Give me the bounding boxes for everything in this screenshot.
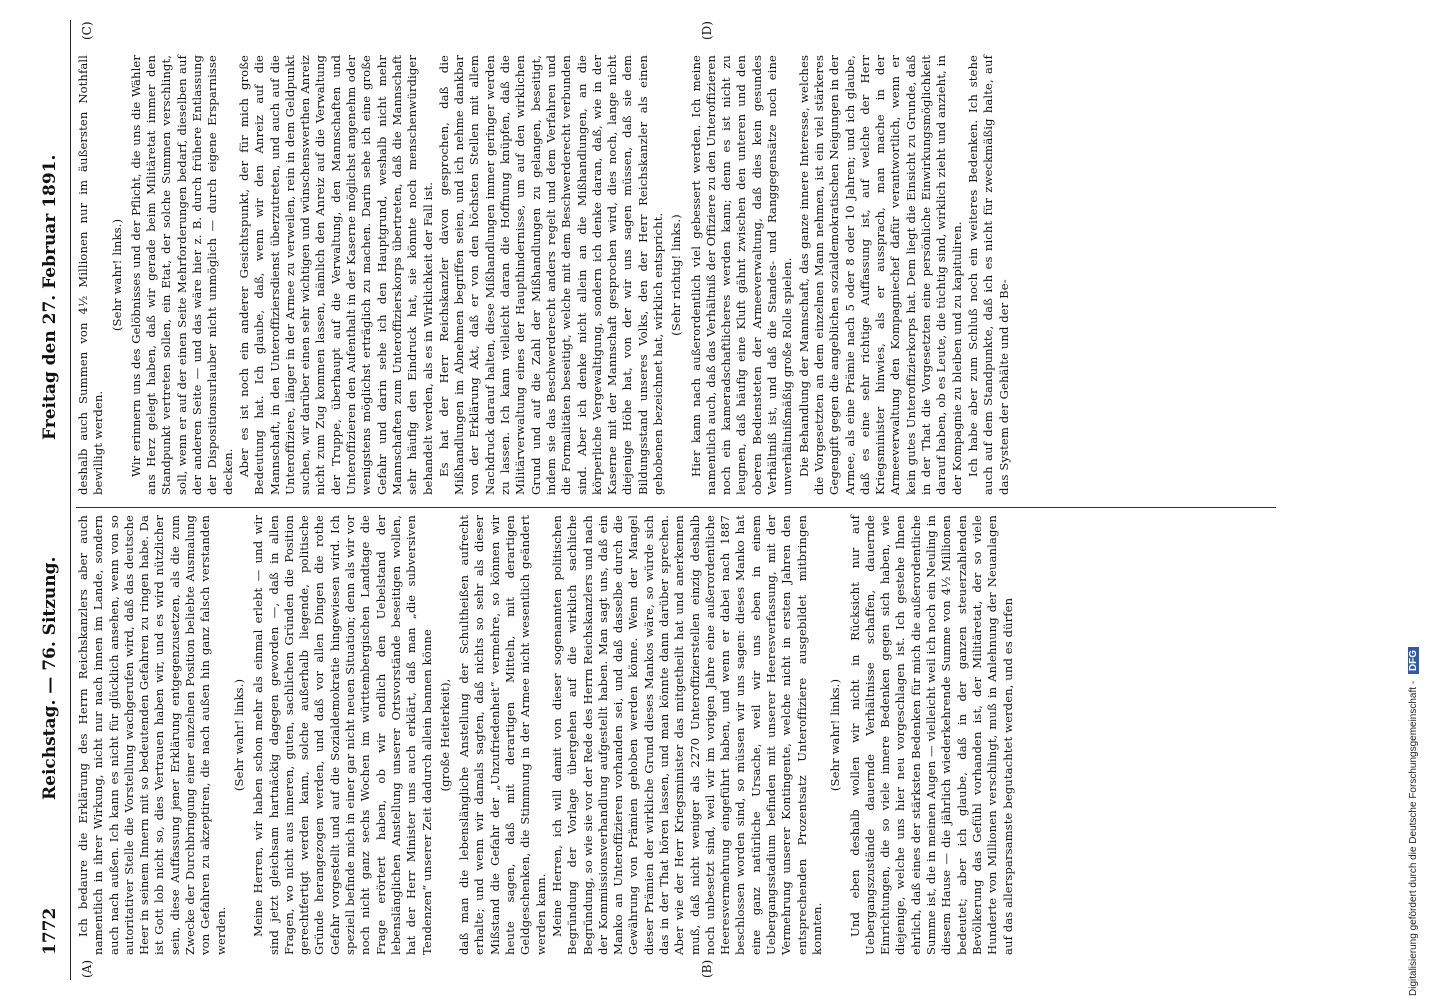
reaction: (Sehr wahr! links.) (109, 218, 124, 332)
margin-mark-b: (B) (700, 959, 714, 978)
paragraph: Wir erinnern uns des Gelöbnisses und der Pflicht, die uns die Wähler ans Herz gelegt haben, daß wir gerade beim Militäretat immer den Standpunkt vertreten sollen, ein Etat, der solche Summen verschlingt, soll, wenn er auf der einen Seite Mehrforderungen bedarf, dieselben auf der anderen Seite — und das wäre hier z. B. durch frühere Entlassung der Dispositionsurlauber nicht unmöglich — durch eigene Ersparnisse decken. (128, 55, 235, 495)
reaction: (Sehr richtig! links.) (669, 214, 684, 336)
paragraph: Meine Herren, ich will damit von dieser sogenannten politischen Begründung der Vorlage übergehen auf die wirklich sachliche Begründung, so wie sie vor der Rede des Herrn Reichskanzlers und nach der Kommissionsverhandlung aufgestellt haben. Man sagt uns, daß ein Manko an Unteroffizieren vorhanden sei, und daß dasselbe durch die Gewährung von Prämien gehoben werden könne. Wenn der Mangel dieser Prämien der wirkliche Grund dieses Mankos wäre, so würde sich das in der That hören lassen, und man könnte dann darüber sprechen. Aber wie der Herr Kriegsminister das mitgetheilt hat und anerkennen muß, daß nicht weniger als 2270 Unteroffizierstellen einzig deshalb noch unbesetzt sind, weil wir im vorigen Jahre eine außerordentliche Heeresvermehrung eingeführt haben, und wenn er dabei nach 1887 beschlossen worden sind, so müssen wir uns sagen: dieses Manko hat eine ganz natürliche Ursache, weil wir uns eben in einem Uebergangsstadium befinden mit unserer Heeresverfassung, mit der Vermehrung unserer Kontingente, welche nicht in ersten Jahren den entsprechenden Prozentsatz Unteroffiziere ausgebildet mitbringen konnten. (549, 515, 824, 955)
paragraph: deshalb auch Summen von 4½ Millionen nur im äußersten Nothfall bewilligt werden. (76, 55, 106, 495)
reaction: (Sehr wahr! links.) (828, 678, 843, 792)
margin-mark-d: (D) (700, 21, 714, 40)
paragraph: daß man die lebenslängliche Anstellung der Schultheißen aufrecht erhalte; und wenn wir damals sagten, daß nichts so sehr als dieser Mißstand die Gefahr der „Unzufriedenheit“ vermehre, so können wir heute sagen, daß mit derartigen Mitteln, mit derartigen Geldgeschenken, die Stimmung in der Armee nicht wesentlich geändert werden kann. (457, 515, 548, 955)
left-column (76, 515, 1017, 955)
page-number: 1772 (40, 907, 60, 955)
header-rule (70, 20, 71, 980)
reaction: (große Heiterkeit), (437, 678, 452, 792)
paragraph: Meine Herren, wir haben schon mehr als einmal erlebt — und wir sind jetzt gleichsam hartnäckig dagegen geworden —, daß in allen Fragen, wo nicht aus inneren, guten, sachlichen Gründen die Position gerechtfertigt werden kann, solche außerhalb liegende, politische Gründe herangezogen werden, und daß vor allen Dingen die rothe Gefahr vorgestellt und auf die Sozialdemokratie hingewiesen wird. Ich speziell befinde mich in einer gar nicht neuen Situation; denn als wir vor noch nicht ganz sechs Wochen im württembergischen Landtage die Frage erörtert haben, ob wir endlich den Uebelstand der lebenslänglichen Anstellung unserer Ortsvorstände beseitigen wollen, hat der Herr Minister uns auch erklärt, daß man „die subversiven Tendenzen“ unserer Zeit dadurch allein bannen könne (251, 515, 434, 955)
margin-mark-a: (A) (80, 959, 94, 978)
column-divider (76, 507, 1276, 508)
margin-mark-c: (C) (80, 21, 94, 40)
credit-text: Digitalisierung gefördert durch die Deutsche Forschungsgemeinschaft - (1408, 680, 1419, 996)
paragraph: Es hat der Herr Reichskanzler davon gesprochen, daß die Mißhandlungen im Abnehmen begriffen seien, und ich nehme dankbar von der Erklärung Akt, daß er von den höchsten Stellen mit allem Nachdruck darauf halten, diese Mißhandlungen immer geringer werden zu lassen. Ich kann vielleicht daran die Hoffnung knüpfen, daß die Militärverwaltung eines der Haupthindernisse, um auf den wirklichen Grund und auf die Zahl der Mißhandlungen zu gelangen, beseitigt, indem sie das Beschwerderecht anders regelt und dem Verfahren und die Formalitäten beseitigt, welche mit dem Beschwerderecht verbunden sind. Aber ich denke nicht allein an die Mißhandlungen, an die körperliche Vergewaltigung, sondern ich denke daran, daß, wie in der Kaserne mit der Mannschaft gesprochen wird, dies noch, lange nicht diejenige Höhe hat, von der wir uns sagen müssen, daß sie dem Bildungsstand unseres Volks, den der Herr Reichskanzler als einen gehobenen bezeichnet hat, wirklich entspricht. (436, 55, 665, 495)
paragraph: Die Behandlung der Mannschaft, das ganze innere Interesse, welches die Vorgesetzten an dem einzelnen Mann nehmen, ist ein viel stärkeres Gegengift gegen die angeblichen sozialdemokratischen Neigungen in der Armee, als eine Prämie nach 5 oder 8 oder 10 Jahren; und ich glaube, daß es eine sehr richtige Auffassung ist, auf welche der Herr Kriegsminister hinwies, als er aussprach, man mache in der Armeeverwaltung den Kompagniechef dafür verantwortlich, wenn er kein gutes Unteroffizierkorps hat. Dem liegt die Einsicht zu Grunde, daß in der That die Vorgesetzten eine persönliche Einwirkungsmöglichkeit darauf haben, ob es Leute, die tüchtig sind, wirklich zieht und anzieht, in der Kompagnie zu bleiben und zu kapituliren. (796, 55, 964, 495)
right-column (76, 55, 1013, 495)
paragraph: Ich habe aber zum Schluß noch ein weiteres Bedenken. Ich stehe auch auf dem Standpunkte, daß ich es nicht für zweckmäßig halte, auf das System der Gehälte und der Be- (965, 55, 1011, 495)
reaction: (Sehr wahr! links.) (231, 678, 246, 792)
header-right-title: Freitag den 27. Februar 1891. (40, 154, 60, 440)
digitization-credit (1408, 647, 1419, 996)
paragraph: Ich bedaure die Erklärung des Herrn Reichskanzlers aber auch namentlich in ihrer Wirkung, nicht nur nach innen im Lande, sondern auch nach außen. Ich kann es nicht für glücklich ansehen, wenn von so autoritativer Stelle die Vorstellung wachgerufen wird, daß das deutsche Heer in seinem Innern mit so bedeutenden Gefahren zu ringen habe. Da ist Gott lob nicht so, dies Vertrauen haben wir, und es wird nützlicher sein, diese Auffassung jener Erklärung entgegenzusetzen, als die zum Zwecke der Durchbringung einer einzelnen Position beliebte Ausmalung von Gefahren zu akzeptiren, die nach außen hin ganz falsch verstanden werden. (76, 515, 228, 955)
running-header (40, 0, 62, 1000)
paragraph: Und eben deshalb wollen wir nicht in Rücksicht nur auf Uebergangszustände dauernde Verhältnisse schaffen, dauernde Einrichtungen, die so viele innere Bedenken gegen sich haben, wie diejenige, welche uns hier neu vorgeschlagen ist. Ich gestehe Ihnen ehrlich, daß eines der stärksten Bedenken für mich die außerordentliche Summe ist, die in meinen Augen — vielleicht weil ich noch ein Neuling in diesem Hause — die jährlich wiederkehrende Summe von 4½ Millionen bedeutet; aber ich glaube, daß in der ganzen steuerzahlenden Bevölkerung das Gefühl vorhanden ist, der Militäretat, der so viele Hunderte von Millionen verschlingt, muß in Anlehnung der Neuanlagen auf das allersparsamste begutachtet werden, und es dürfen (847, 515, 1015, 955)
dfg-logo: DFG (1408, 647, 1419, 674)
header-left-title: Reichstag. — 76. Sitzung. (40, 556, 60, 800)
paragraph: Aber es ist noch ein anderer Gesichtspunkt, der für mich große Bedeutung hat. Ich glaube, daß, wenn wir den Anreiz auf die Mannschaft, in den Unteroffiziersdienst überzutreten, und auch auf die Unteroffiziere, länger in der Armee zu verweilen, rein in dem Geldpunkt suchen, wir darüber einen sehr wichtigen und wünschenswerthen Anreiz nicht zum Zug kommen lassen, nämlich den Anreiz auf die Verwaltung der Truppe, überhaupt auf die Verwaltung, den Mannschaften und Unteroffizieren den Aufenthalt in der Kaserne möglichst angenehm oder wenigstens möglichst erträglich zu machen. Darin sehe ich eine große Gefahr und darin sehe ich den Hauptgrund, weshalb nicht mehr Mannschaften zum Unteroffizierskorps übertreten, daß die Mannschaft sehr häufig den Eindruck hat, sie könnte noch menschenwürdiger behandelt werden, als es in Wirklichkeit der Fall ist. (236, 55, 435, 495)
paragraph: Hier kann nach außerordentlich viel gebessert werden. Ich meine namentlich auch, daß das Verhältniß der Offiziere zu den Unteroffizieren noch ein kameradschaftlicheres werden kann; denn es ist nicht zu leugnen, daß häufig eine Kluft gähnt zwischen den unteren und den oberen Bediensteten der Armeeverwaltung, daß dies kein gesundes Verhältniß ist, und daß die Standes- und Ranggegensätze noch eine unverhältnißmäßig große Rolle spielen. (688, 55, 795, 495)
